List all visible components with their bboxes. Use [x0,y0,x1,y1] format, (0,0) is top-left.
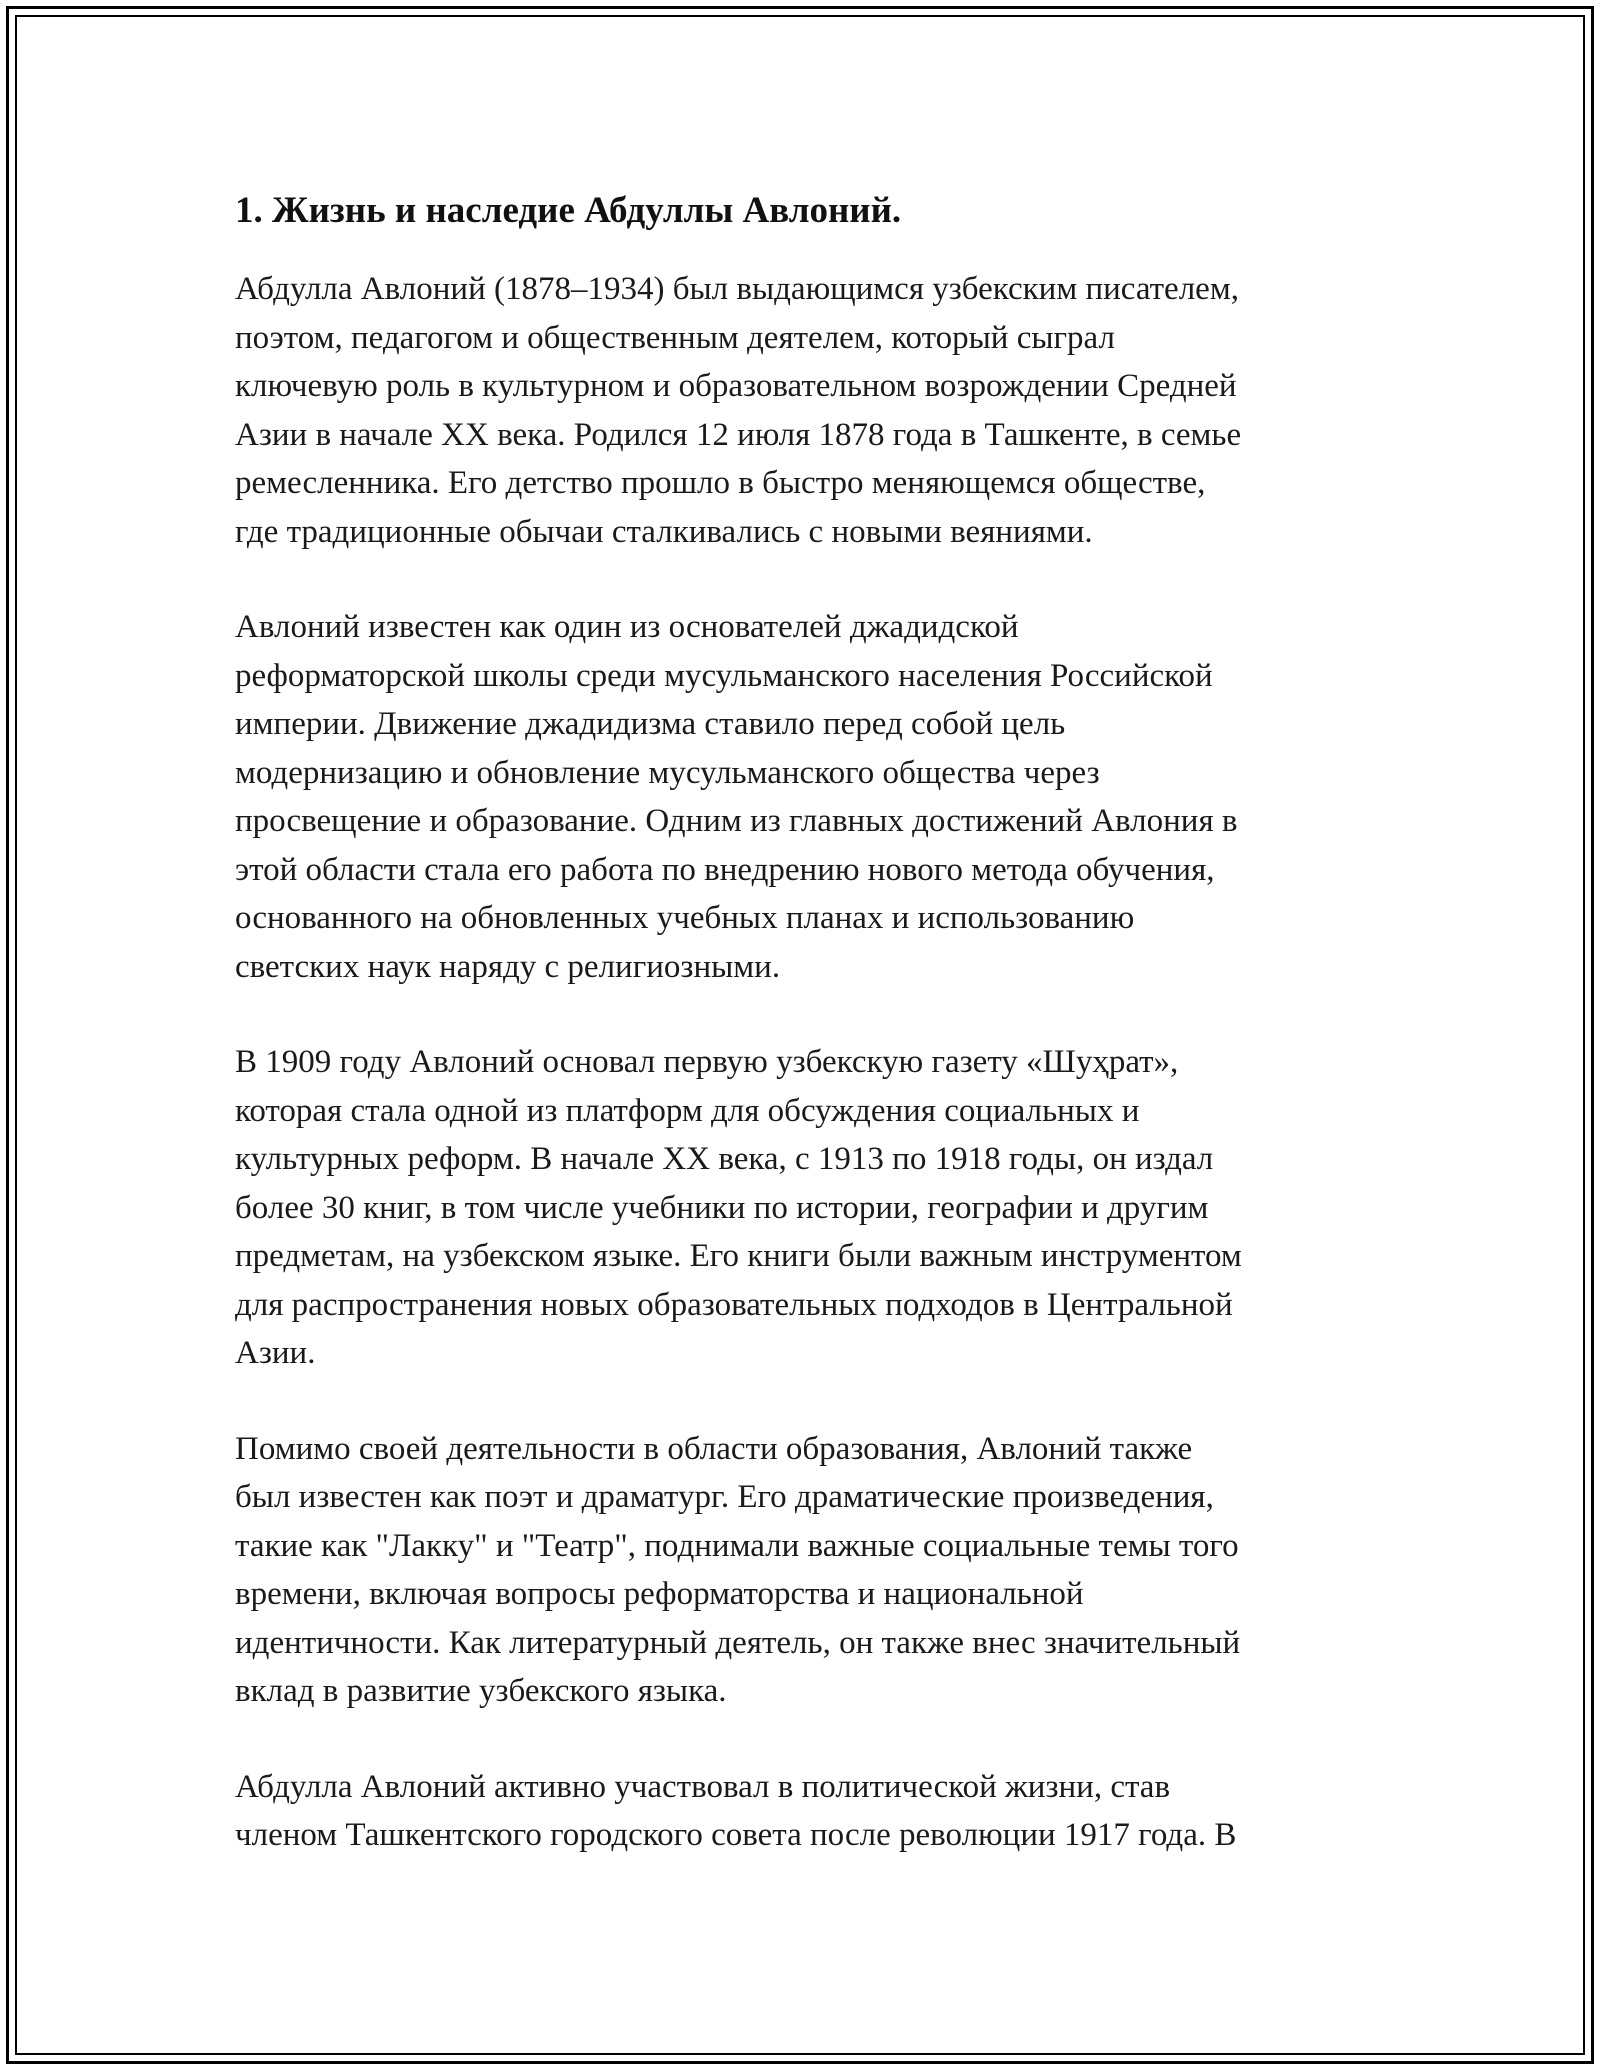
document-body [235,186,1365,1907]
paragraph-5: Абдулла Авлоний активно участвовал в политической жизни, став членом Ташкентского городского совета после революции 1917 года. В [235,1768,1237,1853]
paragraph-1: Абдулла Авлоний (1878–1934) был выдающимся узбекским писателем, поэтом, педагогом и общественным деятелем, который сыграл ключевую роль в культурном и образовательном возрождении Средней Азии в начале XX века. Родился 12 июля 1878 года в Ташкенте, в семье ремесленника. Его детство прошло в быстро меняющемся обществе, где традиционные обычаи сталкивались с новыми веяниями. [235,271,1242,550]
paragraph-3: В 1909 году Авлоний основал первую узбекскую газету «Шуҳрат», которая стала одной из платформ для обсуждения социальных и культурных реформ. В начале XX века, с 1913 по 1918 годы, он издал более 30 книг, в том числе учебники по истории, географии и другим предметам, на узбекском языке. Его книги были важным инструментом для распространения новых образовательных подходов в Центральной Азии. [235,1044,1242,1371]
document-title: 1. Жизнь и наследие Абдуллы Авлоний. [235,190,902,231]
paragraph-2: Авлоний известен как один из основателей джадидской реформаторской школы среди мусульманского населения Российской империи. Движение джадидизма ставило перед собой цель модернизацию и обновление мусульманского общества через просвещение и образование. Одним из главных достижений Авлония в этой области стала его работа по внедрению нового метода обучения, основанного на обновленных учебных планах и использованию светских наук наряду с религиозными. [235,609,1238,985]
paragraph-4: Помимо своей деятельности в области образования, Авлоний также был известен как поэт и драматург. Его драматические произведения, такие как "Лакку" и "Театр", поднимали важные социальные темы того времени, включая вопросы реформаторства и национальной идентичности. Как литературный деятель, он также внес значительный вклад в развитие узбекского языка. [235,1430,1241,1709]
